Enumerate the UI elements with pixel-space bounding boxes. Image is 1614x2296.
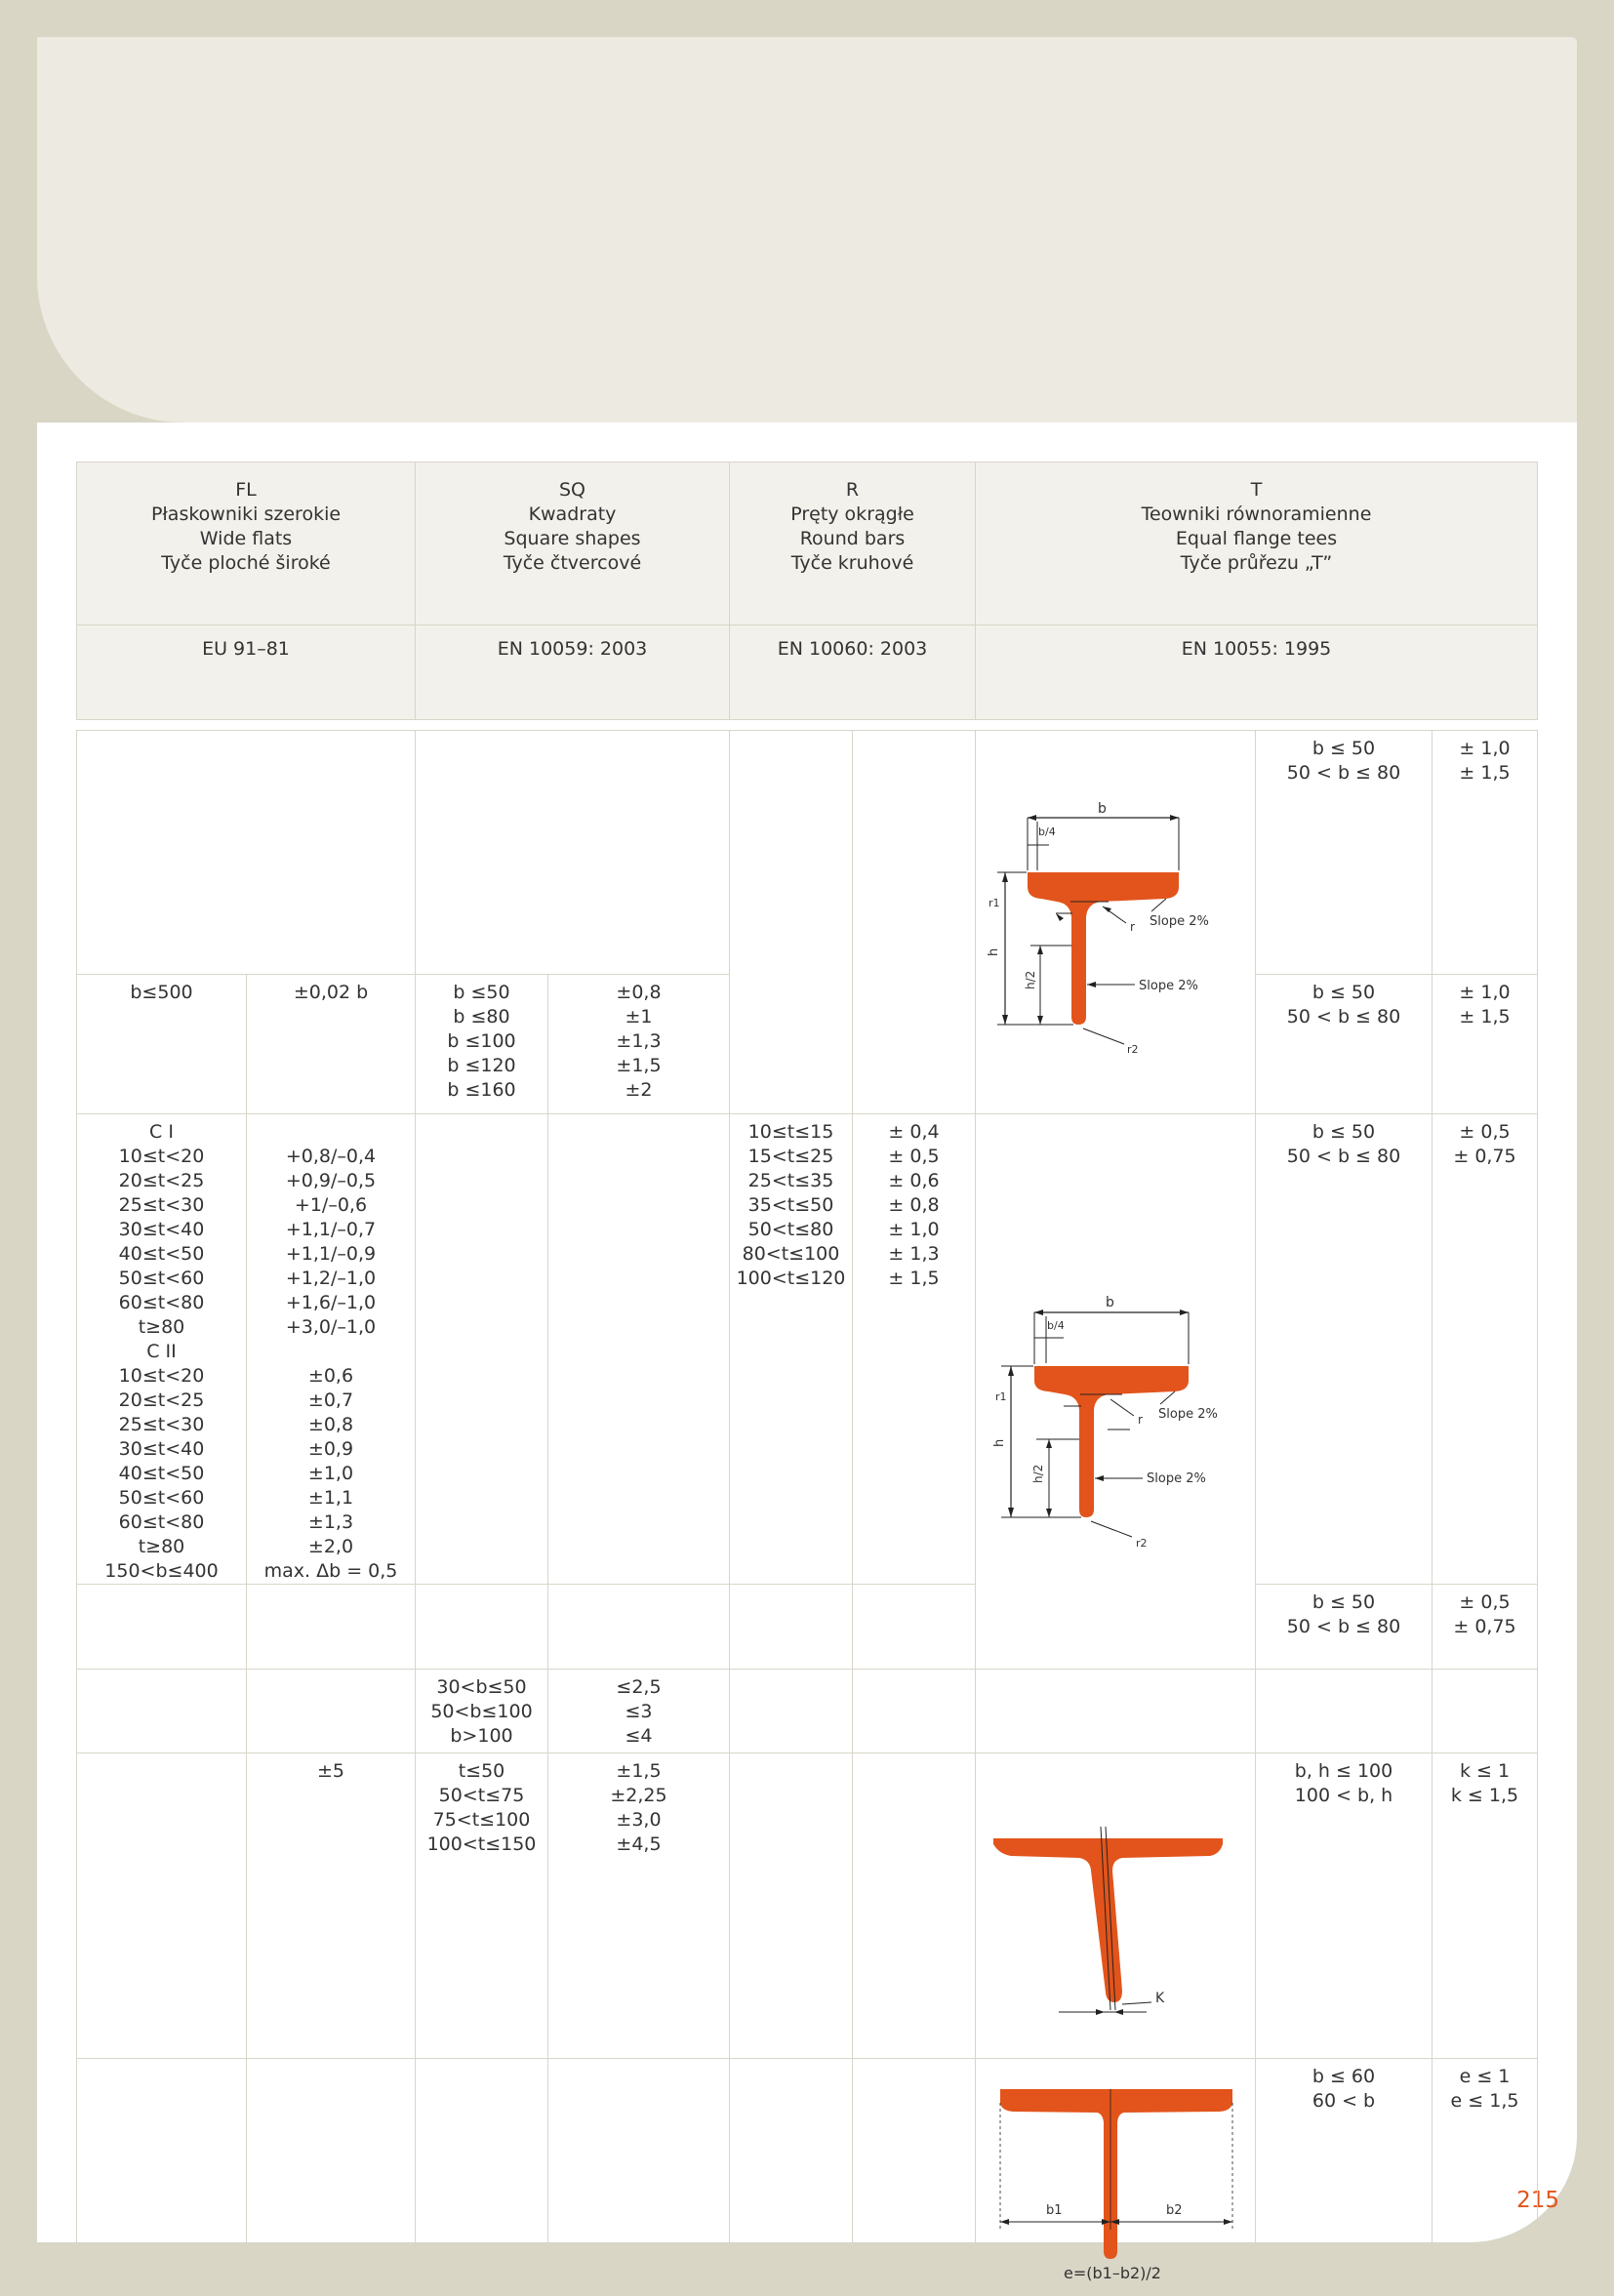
tee-flange-offset-diagram: [976, 2083, 1256, 2288]
fl-tol-cell: ±0,02 b: [247, 975, 416, 1114]
header-t: T Teowniki równoramienne Equal flange tees Tyče průřezu „T”: [976, 463, 1538, 625]
t-range-cell: b ≤ 50 50 < b ≤ 80: [1256, 731, 1432, 975]
sq-tol-cell: ≤2,5 ≤3 ≤4: [548, 1670, 730, 1753]
t-tol-cell: ± 0,5 ± 0,75: [1432, 1114, 1538, 1585]
fl-range-cell: C I 10≤t<20 20≤t<25 25≤t<30 30≤t<40 40≤t<50 50≤t<60 60≤t<80 t≥80 C II 10≤t<20 20≤t<25 25≤t<30 30≤t<40 40≤t<50 50≤t<60 60≤t<80 t≥80 150<b≤400: [77, 1114, 247, 1585]
table-row: [77, 2059, 1538, 2296]
tee-dimension-diagram: [976, 755, 1256, 1107]
empty-cell: [730, 2059, 853, 2296]
sq-empty-cell: [548, 1114, 730, 1585]
fl-range-cell: b≤500: [77, 975, 247, 1114]
empty-cell: [247, 1670, 416, 1753]
t-range-cell: b ≤ 50 50 < b ≤ 80: [1256, 1114, 1432, 1585]
sq-range-cell: t≤50 50<t≤75 75<t≤100 100<t≤150: [416, 1753, 548, 2059]
t-tol-cell: k ≤ 1 k ≤ 1,5: [1432, 1753, 1538, 2059]
tee-diagram-cell: [976, 1114, 1256, 1670]
empty-cell: [77, 1753, 247, 2059]
t-tol-cell: e ≤ 1 e ≤ 1,5: [1432, 2059, 1538, 2296]
empty-cell: [853, 1670, 976, 1753]
tee-web-deviation-diagram-cell: [976, 1753, 1256, 2059]
fl-tol-cell: +0,8/–0,4 +0,9/–0,5 +1/–0,6 +1,1/–0,7 +1,1/–0,9 +1,2/–1,0 +1,6/–1,0 +3,0/–1,0 ±0,6 ±0,7 ±0,8 ±0,9 ±1,0 ±1,1 ±1,3 ±2,0 max. Δb = 0,5: [247, 1114, 416, 1585]
empty-cell: [853, 2059, 976, 2296]
empty-cell: [730, 1753, 853, 2059]
tee-diagram-cell: [976, 731, 1256, 1114]
empty-cell: [416, 1585, 548, 1670]
table-row: [77, 1585, 1538, 1670]
top-banner: [37, 37, 1577, 423]
r-tol-cell: ± 0,4 ± 0,5 ± 0,6 ± 0,8 ± 1,0 ± 1,3 ± 1,5: [853, 1114, 976, 1585]
empty-cell: [730, 1670, 853, 1753]
t-range-cell: b ≤ 60 60 < b: [1256, 2059, 1432, 2296]
header-sq: SQ Kwadraty Square shapes Tyče čtvercové: [416, 463, 730, 625]
svg-text:Slope 2%: Slope 2%: [1158, 1407, 1218, 1422]
empty-cell: [853, 1753, 976, 2059]
empty-cell: [976, 1670, 1256, 1753]
empty-cell: [1432, 1670, 1538, 1753]
sq-tol-cell: ±0,8 ±1 ±1,3 ±1,5 ±2: [548, 975, 730, 1114]
empty-cell: [77, 2059, 247, 2296]
standard-fl: EU 91–81: [77, 625, 416, 720]
svg-text:e=(b1–b2)/2: e=(b1–b2)/2: [1064, 2264, 1161, 2282]
t-range-cell: b, h ≤ 100 100 < b, h: [1256, 1753, 1432, 2059]
table-row: [77, 1670, 1538, 1753]
empty-cell: [77, 1585, 247, 1670]
t-tol-cell: ± 0,5 ± 0,75: [1432, 1585, 1538, 1670]
svg-text:h/2: h/2: [1024, 970, 1037, 989]
svg-text:r1: r1: [995, 1390, 1007, 1403]
r-empty-cell: [730, 731, 853, 1114]
svg-text:h: h: [992, 1438, 1007, 1447]
t-range-cell: b ≤ 50 50 < b ≤ 80: [1256, 975, 1432, 1114]
sq-empty-cell: [416, 731, 730, 975]
table-row: [77, 731, 1538, 975]
svg-text:Slope 2%: Slope 2%: [1150, 914, 1209, 929]
sq-range-cell: b ≤50 b ≤80 b ≤100 b ≤120 b ≤160: [416, 975, 548, 1114]
fl-tol-cell: ±5: [247, 1753, 416, 2059]
empty-cell: [247, 2059, 416, 2296]
svg-text:h/2: h/2: [1031, 1464, 1045, 1483]
svg-text:r1: r1: [989, 897, 1000, 909]
svg-text:b1: b1: [1046, 2203, 1063, 2218]
empty-cell: [77, 1670, 247, 1753]
page-number: 215: [1516, 2188, 1559, 2213]
header-fl: FL Płaskowniki szerokie Wide flats Tyče ploché široké: [77, 463, 416, 625]
standard-r: EN 10060: 2003: [730, 625, 976, 720]
svg-text:Slope 2%: Slope 2%: [1139, 979, 1198, 993]
empty-cell: [1256, 1670, 1432, 1753]
svg-text:r: r: [1138, 1413, 1143, 1427]
header-table: [76, 462, 1538, 720]
svg-text:r2: r2: [1136, 1537, 1148, 1550]
svg-text:b/4: b/4: [1038, 826, 1056, 838]
empty-cell: [548, 2059, 730, 2296]
tee-flange-offset-diagram-cell: [976, 2059, 1256, 2296]
svg-text:r2: r2: [1127, 1043, 1139, 1056]
t-tol-cell: ± 1,0 ± 1,5: [1432, 731, 1538, 975]
header-r: R Pręty okrągłe Round bars Tyče kruhové: [730, 463, 976, 625]
svg-text:r: r: [1130, 920, 1135, 934]
standard-sq: EN 10059: 2003: [416, 625, 730, 720]
empty-cell: [548, 1585, 730, 1670]
t-tol-cell: ± 1,0 ± 1,5: [1432, 975, 1538, 1114]
svg-text:b2: b2: [1166, 2203, 1183, 2218]
tee-web-deviation-diagram: [976, 1778, 1256, 2051]
table-row: [77, 1753, 1538, 2059]
r-empty-cell: [853, 731, 976, 1114]
svg-text:b: b: [1098, 801, 1107, 817]
sq-tol-cell: ±1,5 ±2,25 ±3,0 ±4,5: [548, 1753, 730, 2059]
t-range-cell: b ≤ 50 50 < b ≤ 80: [1256, 1585, 1432, 1670]
tolerance-table: [76, 730, 1538, 2296]
empty-cell: [730, 1585, 853, 1670]
svg-text:K: K: [1155, 1991, 1165, 2006]
empty-cell: [853, 1585, 976, 1670]
table-row: [77, 1114, 1538, 1585]
empty-cell: [247, 1585, 416, 1670]
standard-t: EN 10055: 1995: [976, 625, 1538, 720]
empty-cell: [416, 2059, 548, 2296]
svg-text:h: h: [987, 947, 1001, 956]
sq-range-cell: 30<b≤50 50<b≤100 b>100: [416, 1670, 548, 1753]
svg-text:b/4: b/4: [1047, 1319, 1065, 1332]
svg-text:Slope 2%: Slope 2%: [1147, 1471, 1206, 1486]
fl-empty-cell: [77, 731, 416, 975]
svg-text:b: b: [1106, 1295, 1114, 1310]
r-range-cell: 10≤t≤15 15<t≤25 25<t≤35 35<t≤50 50<t≤80 80<t≤100 100<t≤120: [730, 1114, 853, 1585]
tee-dimension-diagram-2: [976, 1234, 1256, 1566]
sq-empty-cell: [416, 1114, 548, 1585]
